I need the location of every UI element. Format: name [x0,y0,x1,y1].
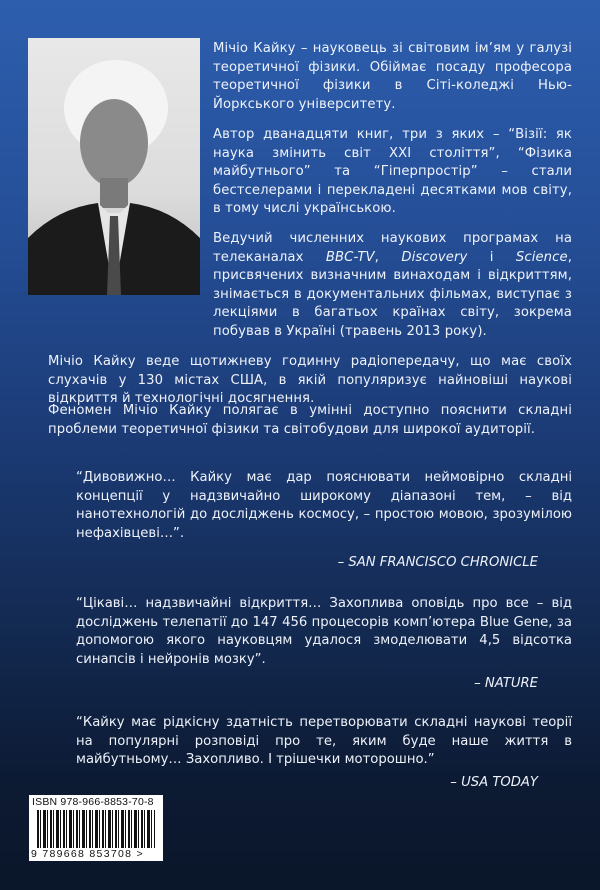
review-quote: “Кайку має рідкісну здатність перетворювати складні наукові теорії на популярні розповіді про те, яким буде наше життя в майбутньому… Захопливо. І трішечки моторошно.” [76,715,572,768]
text: Discovery [401,249,468,265]
review-quote: “Цікаві… надзвичайні відкриття… Захоплива оповідь про все – від досліджень телепатії до 147 456 процесорів комп’ютера Blue Gene, за допомогою якого науковцям удалося змоделювати 4,5 відсотка синапсів і нейронів мозку”. [76,596,572,667]
barcode-icon [37,810,155,848]
text: Ведучий численних наукових програмах на телеканалах [213,231,572,265]
author-photo [28,38,200,295]
bio-paragraph-4: Мічіо Кайку веде щотижневу годинну радіопередачу, що має своїх слухачів у 130 містах США, в якій популяризує найновіші наукові відкриття й технологічні досягнення. [48,354,572,407]
isbn-barcode [29,795,163,861]
text: Science [515,249,568,265]
isbn-label: ISBN 978-966-8853-70-8 [32,796,154,808]
review-source: – NATURE [474,676,538,691]
text: , присвячених визначним винаходам і відкриттям, знімається в документальних фільмах, виступає з лекціями в багатьох країнах світу, зокрема побував в Україні (травень 2013 року). [213,249,572,339]
text: BBC-TV [325,249,375,265]
review-source: – SAN FRANCISCO CHRONICLE [337,555,538,570]
text: , [374,249,402,265]
bio-paragraph-5: Феномен Мічіо Кайку полягає в умінні доступно пояснити складні проблеми теоретичної фізики та світобудови для широкої аудиторії. [48,403,572,437]
text: і [467,249,516,265]
review-source: – USA TODAY [450,775,538,790]
bio-paragraph-3 [213,230,572,342]
bio-paragraph-1: Мічіо Кайку – науковець зі світовим ім’ям у галузі теоретичної фізики. Обіймає посаду професора теоретичної фізики в Сіті-коледжі Нью-Йоркського університету. [213,41,572,112]
barcode-digits: 9 789668 853708 > [31,848,144,860]
review-quote: “Дивовижно… Кайку має дар пояснювати неймовірно складні концепції у надзвичайно широкому діапазоні тем, – від нанотехнологій до досліджень космосу, – простою мовою, зрозумілою нефахівцеві…”. [76,470,572,541]
bio-paragraph-2: Автор дванадцяти книг, три з яких – “Візії: як наука змінить світ XXI століття”, “Фізика майбутнього” та “Гіперпростір” – стали бестселерами і перекладені десятками мов світу, в тому числі українською. [213,127,572,217]
